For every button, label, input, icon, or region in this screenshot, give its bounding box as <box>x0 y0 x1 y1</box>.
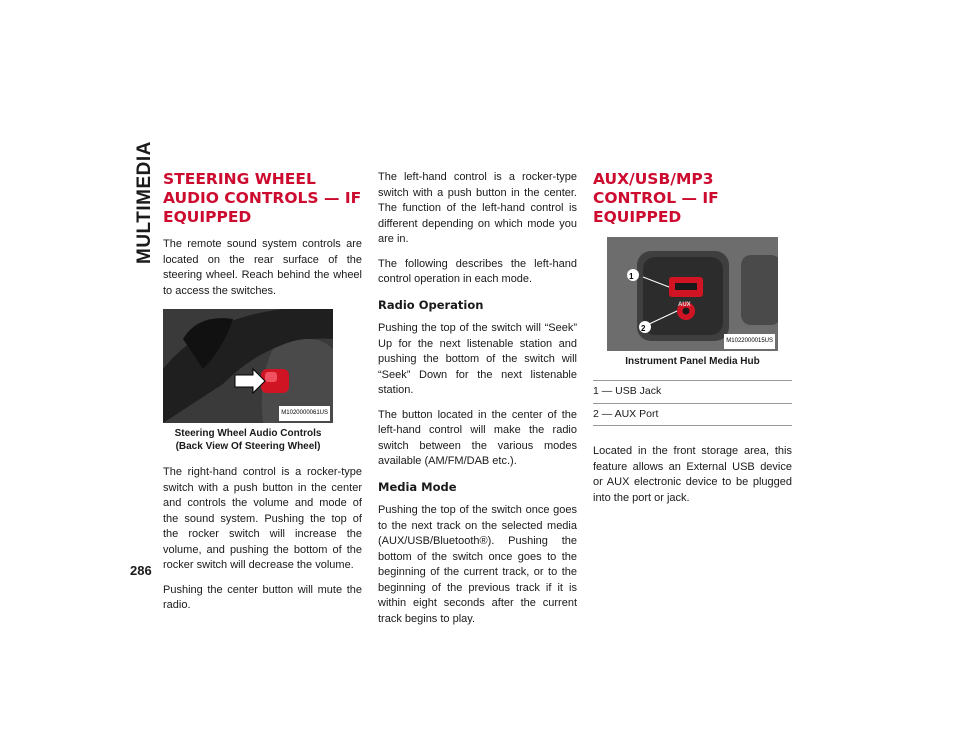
section-title: MULTIMEDIA <box>134 141 155 264</box>
steering-wheel-image <box>163 309 333 423</box>
column-left <box>163 170 362 623</box>
legend-item-usb-jack: 1 — USB Jack <box>593 381 792 404</box>
paragraph: Pushing the center button will mute the radio. <box>163 583 362 611</box>
paragraph: The left-hand control is a rocker-type switch with a push button in the center. The function of the left-hand control is different depending on which mode you are in. <box>378 171 577 245</box>
callout-2: 2 <box>641 324 646 333</box>
image-code: M1022000015US <box>724 334 775 350</box>
paragraph: The button located in the center of the left-hand control will make the radio switch between the various modes available (AM/FM/DAB etc.). <box>378 408 577 467</box>
legend-table <box>593 380 792 426</box>
paragraph: Pushing the top of the switch once goes to the next track on the selected media (AUX/USB/Bluetooth®). Pushing the bottom of the switch once goes to the beginning of the current track, or to the beginning of the previous track if it is within eight seconds after the current track begins to play. <box>378 504 577 625</box>
heading-media-mode: Media Mode <box>378 479 457 494</box>
paragraph: The remote sound system controls are located on the rear surface of the steering wheel. Reach behind the wheel to access the switches. <box>163 238 362 297</box>
paragraph: Located in the front storage area, this feature allows an External USB device or AUX electronic device to be plugged into the port or jack. <box>593 445 792 504</box>
legend-item-aux-port: 2 — AUX Port <box>593 403 792 426</box>
callout-1: 1 <box>629 272 634 281</box>
figure-caption: Instrument Panel Media Hub <box>625 356 760 367</box>
media-hub-image <box>607 237 778 351</box>
column-middle <box>378 170 577 636</box>
paragraph: Pushing the top of the switch will “Seek” Up for the next listenable station and pushing the bottom of the switch will “Seek” Down for the next listenable station. <box>378 322 577 396</box>
paragraph: The following describes the left-hand control operation in each mode. <box>378 257 577 285</box>
table-row <box>593 381 792 404</box>
page-number: 286 <box>130 563 152 578</box>
image-code: M1020000061US <box>279 406 330 422</box>
column-right <box>593 170 792 515</box>
heading-aux-usb-mp3: AUX/USB/MP3 CONTROL — IF EQUIPPED <box>593 170 719 226</box>
heading-steering-wheel-audio: STEERING WHEEL AUDIO CONTROLS — IF EQUIPPED <box>163 170 362 226</box>
figure-caption: Steering Wheel Audio Controls (Back View Of Steering Wheel) <box>174 428 322 452</box>
section-title-vertical <box>130 141 156 268</box>
aux-label: AUX <box>678 302 691 308</box>
table-row <box>593 403 792 426</box>
paragraph: The right-hand control is a rocker-type switch with a push button in the center and controls the volume and mode of the sound system. Pushing the top of the rocker switch will increase the volume, and pushing the bottom of the rocker switch will decrease the volume. <box>163 466 362 571</box>
heading-radio-operation: Radio Operation <box>378 297 484 312</box>
